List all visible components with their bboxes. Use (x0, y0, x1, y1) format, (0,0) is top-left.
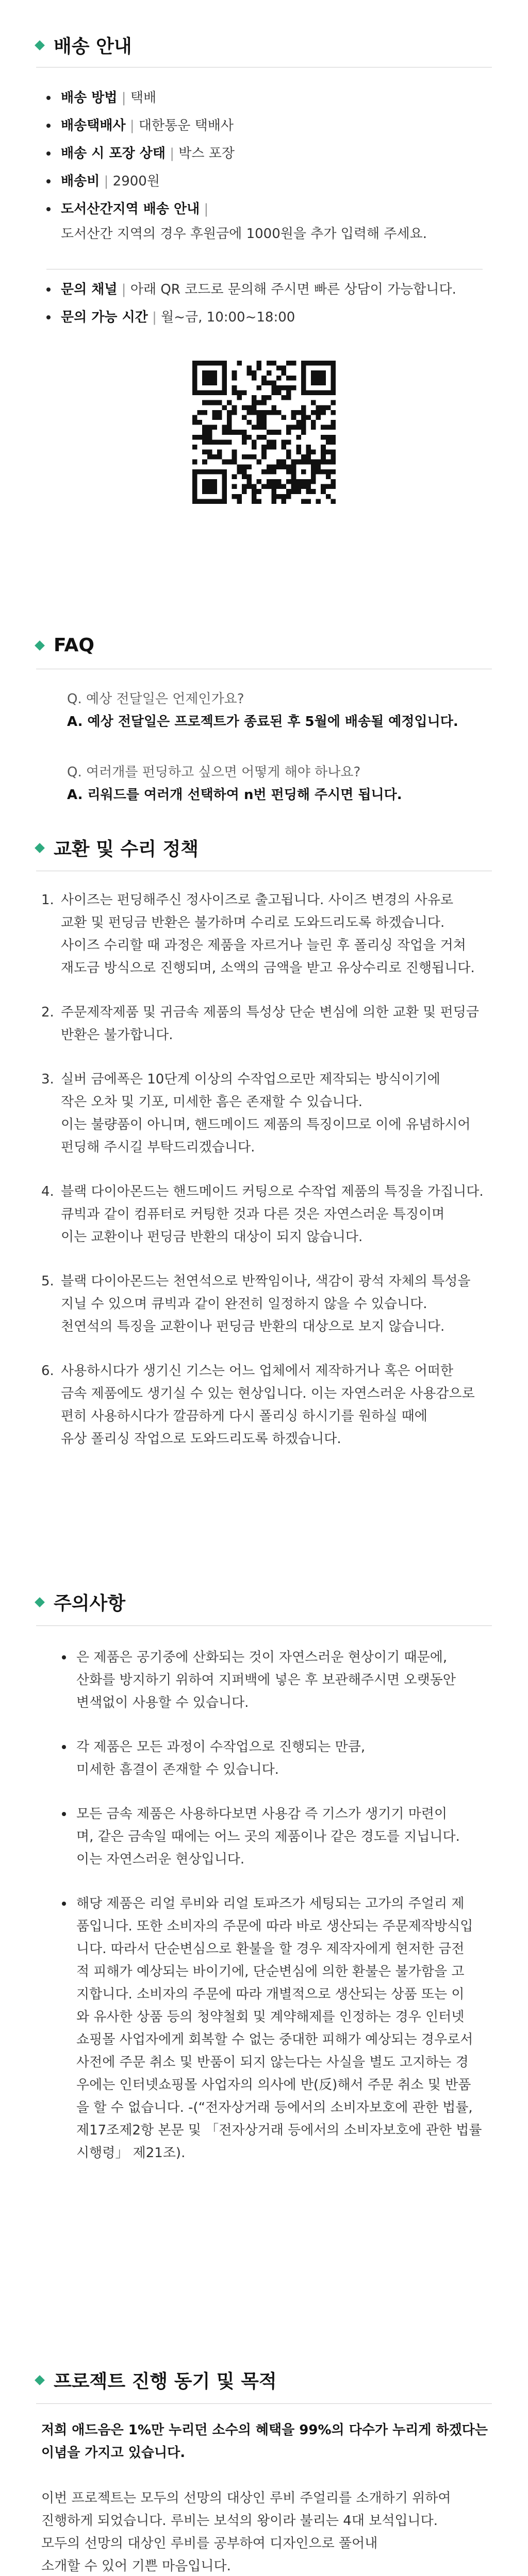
shipping-label: 배송 방법 (61, 90, 118, 106)
policy-line: 지닐 수 있으며 큐빅과 같이 완전히 일정하지 않을 수 있습니다. (61, 1296, 427, 1312)
sep: | (104, 174, 109, 189)
faq-title-text: FAQ (54, 635, 94, 656)
motive-lead (41, 2419, 495, 2464)
policy-line: 편히 사용하시다가 깔끔하게 다시 폴리싱 하시기를 원하실 때에 (61, 1409, 427, 1424)
sep: | (121, 90, 126, 106)
shipping-title-text: 배송 안내 (54, 36, 132, 57)
shipping-label: 배송비 (61, 174, 100, 189)
policy-number: 6. (41, 1363, 54, 1379)
caution-line: 적 피해가 예상되는 바이기에, 단순변심에 의한 환불은 불가함을 고 (76, 1964, 465, 1979)
policy-item (41, 1360, 495, 1450)
motive-line: 진행하게 되었습니다. 루비는 보석의 왕이라 불리는 4대 보석입니다. (41, 2513, 438, 2529)
qr-code[interactable] (192, 361, 336, 504)
policy-line: 사이즈는 펀딩해주신 정사이즈로 출고됩니다. 사이즈 변경의 사유로 (61, 892, 454, 908)
diamond-bullet-icon (35, 843, 45, 853)
caution-section (0, 1571, 528, 2447)
bullet-dot-icon (46, 151, 51, 156)
bullet-dot-icon (46, 124, 51, 128)
motive-line: 소개할 수 있어 기쁜 마음입니다. (41, 2558, 231, 2574)
caution-line: 제17조제2항 본문 및 「전자상거래 등에서의 소비자보호에 관한 법률 (76, 2123, 482, 2138)
caution-line: 품입니다. 또한 소비자의 주문에 따라 바로 생산되는 주문제작방식입 (76, 1919, 473, 1934)
exchange-list (41, 889, 495, 1450)
policy-line: 이는 교환이나 펀딩금 반환의 대상이 되지 않습니다. (61, 1229, 363, 1245)
inquiry-time (46, 306, 490, 329)
bullet-dot-icon (62, 1745, 66, 1749)
policy-number: 1. (41, 892, 54, 908)
policy-item (41, 1270, 495, 1338)
caution-item (62, 1892, 495, 2164)
sep: | (121, 282, 126, 297)
caution-line: 산화를 방지하기 위하여 지퍼백에 넣은 후 보관해주시면 오랫동안 (76, 1672, 456, 1688)
caution-line: 변색없이 사용할 수 있습니다. (76, 1695, 249, 1710)
motive-section (0, 2349, 528, 2576)
shipping-item (46, 87, 490, 109)
divider (36, 2403, 492, 2404)
caution-line: 은 제품은 공기중에 산화되는 것이 자연스러운 현상이기 때문에, (76, 1650, 448, 1665)
exchange-title (36, 835, 199, 861)
diamond-bullet-icon (35, 2375, 45, 2385)
diamond-bullet-icon (35, 1597, 45, 1607)
bullet-dot-icon (46, 96, 51, 100)
motive-line: 저희 애드음은 1%만 누리던 소수의 혜택을 99%의 다수가 누리게 하겠다는 (41, 2422, 488, 2438)
inquiry-channel-text: 아래 QR 코드로 문의해 주시면 빠른 상담이 가능합니다. (130, 282, 456, 297)
inquiry-channel (46, 278, 490, 301)
diamond-bullet-icon (35, 40, 45, 50)
policy-line: 사이즈 수리할 때 과정은 제품을 자르거나 늘린 후 폴리싱 작업을 거쳐 (61, 938, 466, 953)
caution-line: 니다. 따라서 단순변심으로 환불을 할 경우 제작자에게 현저한 금전 (76, 1941, 465, 1957)
exchange-title-text: 교환 및 수리 정책 (54, 839, 199, 860)
faq-item (67, 761, 490, 806)
motive-body (41, 2419, 495, 2576)
policy-line: 블랙 다이아몬드는 천연석으로 반짝임이나, 색감이 광석 자체의 특성을 (61, 1274, 471, 1289)
policy-number: 5. (41, 1274, 54, 1289)
shipping-value: 택배 (130, 90, 157, 106)
motive-line: 이념을 가지고 있습니다. (41, 2445, 186, 2461)
policy-item (41, 889, 495, 979)
shipping-label: 배송 시 포장 상태 (61, 146, 166, 161)
caution-line: 모든 금속 제품은 사용하다보면 사용감 즉 기스가 생기기 마련이 (76, 1806, 448, 1822)
motive-title-text: 프로젝트 진행 동기 및 목적 (54, 2371, 277, 2392)
inquiry-info (46, 278, 490, 329)
divider (36, 1625, 492, 1626)
shipping-value: 대한통운 택배사 (138, 118, 234, 133)
caution-line: 지합니다. 소비자의 주문에 따라 개별적으로 생산되는 상품 또는 이 (76, 1987, 465, 2002)
caution-line: 이는 자연스러운 현상입니다. (76, 1852, 245, 1867)
caution-line: 와 유사한 상품 등의 청약철회 및 계약해제를 인정하는 경우 인터넷 (76, 2009, 465, 2025)
policy-line: 천연석의 특징을 교환이나 펀딩금 반환의 대상으로 보지 않습니다. (61, 1319, 445, 1334)
caution-item (62, 1646, 495, 1714)
caution-line: 쇼핑몰 사업자에게 회복할 수 없는 중대한 피해가 예상되는 경우로서 (76, 2032, 473, 2047)
shipping-info-list (46, 87, 490, 245)
sep: | (129, 118, 135, 133)
shipping-item (46, 114, 490, 137)
caution-list (62, 1646, 495, 2164)
faq-answer: A. 리워드를 여러개 선택하여 n번 펀딩해 주시면 됩니다. (67, 787, 402, 803)
policy-line: 실버 금에폭은 10단계 이상의 수작업으로만 제작되는 방식이기에 (61, 1072, 440, 1087)
faq-title (36, 635, 94, 656)
bullet-dot-icon (46, 287, 51, 292)
caution-line: 미세한 흠결이 존재할 수 있습니다. (76, 1762, 279, 1777)
policy-line: 금속 제품에도 생기실 수 있는 현상입니다. 이는 자연스러운 사용감으로 (61, 1386, 475, 1401)
policy-line: 재도금 방식으로 진행되며, 소액의 금액을 받고 유상수리로 진행됩니다. (61, 960, 475, 976)
shipping-item (46, 142, 490, 165)
bullet-dot-icon (46, 207, 51, 211)
shipping-section (0, 0, 528, 587)
policy-item (41, 1180, 495, 1248)
faq-list (67, 688, 490, 806)
policy-number: 4. (41, 1184, 54, 1199)
faq-question: Q. 여러개를 펀딩하고 싶으면 어떻게 해야 하나요? (67, 765, 361, 780)
policy-line: 블랙 다이아몬드는 핸드메이드 커팅으로 수작업 제품의 특징을 가집니다. (61, 1184, 484, 1199)
policy-line: 작은 오차 및 기포, 미세한 흠은 존재할 수 있습니다. (61, 1094, 362, 1110)
faq-answer: A. 예상 전달일은 프로젝트가 종료된 후 5월에 배송될 예정입니다. (67, 714, 458, 730)
motive-line: 모두의 선망의 대상인 루비를 공부하여 디자인으로 풀어내 (41, 2536, 378, 2551)
policy-line: 사용하시다가 생기신 기스는 어느 업체에서 제작하거나 혹은 어떠한 (61, 1363, 454, 1379)
caution-line: 을 할 수 없습니다. -(“전자상거래 등에서의 소비자보호에 관한 법률, (76, 2100, 473, 2115)
faq-item (67, 688, 490, 733)
motive-title (36, 2367, 277, 2393)
diamond-bullet-icon (35, 640, 45, 651)
shipping-item (46, 198, 490, 221)
caution-item (62, 1803, 495, 1871)
shipping-label: 도서산간지역 배송 안내 (61, 201, 200, 217)
policy-item (41, 1001, 495, 1046)
shipping-value: 박스 포장 (178, 146, 235, 161)
shipping-item (46, 170, 490, 193)
policy-number: 3. (41, 1072, 54, 1087)
shipping-label: 배송택배사 (61, 118, 126, 133)
shipping-title (36, 32, 132, 58)
sep: | (170, 146, 174, 161)
policy-line: 유상 폴리싱 작업으로 도와드리도록 하겠습니다. (61, 1431, 341, 1447)
policy-line: 펀딩해 주시길 부탁드리겠습니다. (61, 1140, 255, 1155)
inquiry-channel-label: 문의 채널 (61, 282, 118, 297)
caution-line: 우에는 인터넷쇼핑몰 사업자의 의사에 반(反)해서 주문 취소 및 반품 (76, 2077, 471, 2093)
caution-item (62, 1736, 495, 1781)
policy-line: 교환 및 펀딩금 반환은 불가하며 수리로 도와드리도록 하겠습니다. (61, 915, 445, 930)
bullet-dot-icon (62, 1655, 66, 1659)
motive-paragraph (41, 2487, 495, 2576)
sep: | (204, 201, 209, 217)
caution-title-text: 주의사항 (54, 1593, 126, 1614)
policy-line: 큐빅과 같이 컴퓨터로 커팅한 것과 다른 것은 자연스러운 특징이며 (61, 1207, 445, 1222)
bullet-dot-icon (46, 179, 51, 183)
caution-line: 사전에 주문 취소 및 반품이 되지 않는다는 사실을 별도 고지하는 경 (76, 2055, 469, 2070)
policy-line: 주문제작제품 및 귀금속 제품의 특성상 단순 변심에 의한 교환 및 펀딩금 (61, 1005, 480, 1020)
caution-line: 며, 같은 금속일 때에는 어느 곳의 제품이나 같은 경도를 지닙니다. (76, 1829, 460, 1844)
bullet-dot-icon (46, 315, 51, 319)
inquiry-time-text: 월~금, 10:00~18:00 (161, 310, 295, 325)
exchange-section (0, 814, 528, 1587)
remote-area-note: 도서산간 지역의 경우 후원금에 1000원을 추가 입력해 주세요. (61, 226, 427, 242)
bullet-dot-icon (62, 1902, 66, 1906)
qr-code-icon (192, 361, 336, 504)
faq-question: Q. 예상 전달일은 언제인가요? (67, 691, 244, 707)
sep: | (152, 310, 157, 325)
policy-item (41, 1068, 495, 1159)
motive-line: 이번 프로젝트는 모두의 선망의 대상인 루비 주얼리를 소개하기 위하여 (41, 2490, 451, 2506)
caution-line: 해당 제품은 리얼 루비와 리얼 토파즈가 세팅되는 고가의 주얼리 제 (76, 1896, 465, 1911)
caution-line: 각 제품은 모든 과정이 수작업으로 진행되는 만큼, (76, 1739, 366, 1755)
caution-title (36, 1589, 125, 1615)
policy-line: 반환은 불가합니다. (61, 1027, 173, 1043)
policy-number: 2. (41, 1005, 54, 1020)
inquiry-time-label: 문의 가능 시간 (61, 310, 148, 325)
caution-line: 시행령」 제21조). (76, 2145, 186, 2161)
shipping-value: 2900원 (112, 174, 160, 189)
policy-line: 이는 불량품이 아니며, 핸드메이드 제품의 특징이므로 이에 유념하시어 (61, 1117, 471, 1132)
bullet-dot-icon (62, 1812, 66, 1816)
